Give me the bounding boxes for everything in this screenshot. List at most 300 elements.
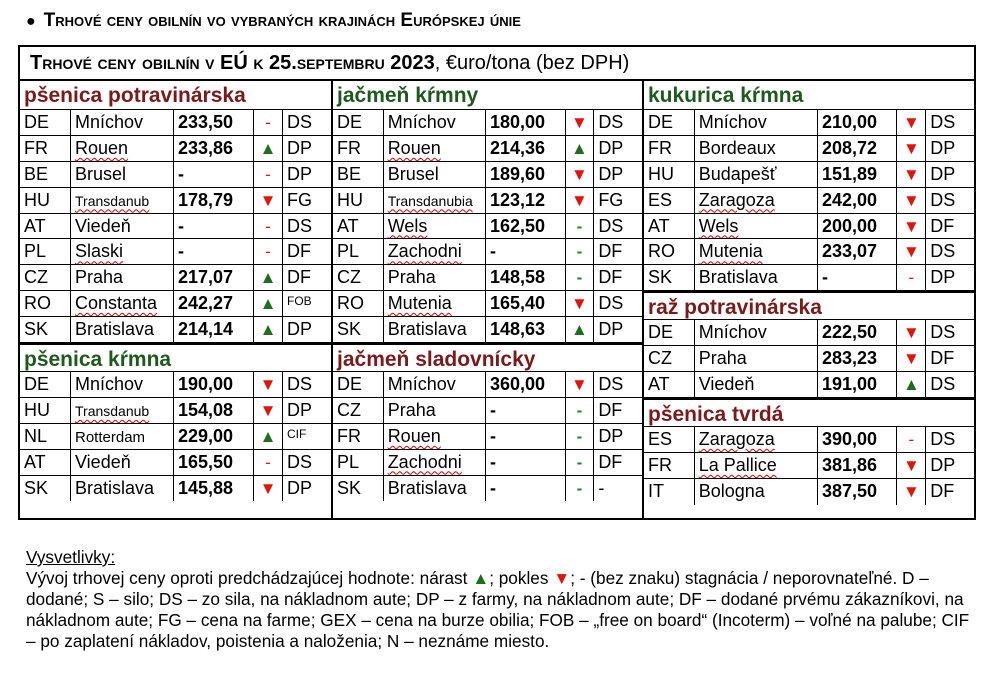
country-cell-text: FR <box>337 425 361 446</box>
price-cell <box>486 372 565 397</box>
basis-cell-text: DP <box>287 163 313 184</box>
basis-cell-text: DS <box>598 112 624 132</box>
price-cell <box>486 136 565 161</box>
country-cell <box>20 265 71 290</box>
legend-heading: Vysvetlivky: <box>26 547 116 567</box>
legend-part: ; pokles <box>489 568 554 588</box>
table-row <box>333 291 642 317</box>
table-row <box>20 372 331 398</box>
price-cell <box>486 398 565 423</box>
basis-cell-text: DS <box>930 112 956 132</box>
basis-cell <box>926 453 974 478</box>
basis-cell <box>283 239 331 264</box>
trend-cell <box>254 162 283 187</box>
table-row <box>333 450 642 476</box>
trend-cell <box>566 398 595 423</box>
legend-part: ; - (bez znaku) stagnácia / neporovnateľné. D – dodané; S – silo; DS – zo sila, na nákladnom aute; DP – z farmy, na nákladnom aute; DF – dodané prvému zákazníkovi, na nákladnom aute; FG – cena na farme; GEX – cena na burze obilia; FOB – „free on board“ (Incoterm) – voľné na palube; CIF – po zaplatení nákladov, poistenia a naloženia; N – neznáme miesto. <box>26 568 970 651</box>
price-cell-text: - <box>178 215 184 236</box>
city-cell <box>695 110 818 135</box>
city-cell-text: Bratislava <box>75 319 155 340</box>
trend-cell <box>897 372 926 397</box>
table-title-unit: , €uro/tona (bez DPH) <box>434 52 630 74</box>
basis-cell-text: DF <box>287 267 311 288</box>
basis-cell-text: FG <box>287 189 312 210</box>
price-cell <box>486 291 565 316</box>
country-cell-text: HU <box>648 163 674 184</box>
city-cell-text: Praha <box>387 267 436 288</box>
triangle-up-icon: ▲ <box>570 320 588 340</box>
trend-none: - <box>265 164 271 184</box>
basis-cell <box>926 346 974 371</box>
price-cell-text: 242,00 <box>821 189 877 210</box>
basis-cell <box>594 291 642 316</box>
city-cell <box>71 291 174 316</box>
city-cell-text: Zaragoza <box>698 428 775 449</box>
basis-cell <box>283 214 331 239</box>
price-cell-text: - <box>490 399 497 420</box>
country-cell <box>644 320 695 345</box>
basis-cell <box>594 476 642 502</box>
country-cell-text: CZ <box>24 267 48 288</box>
basis-cell-text: DP <box>287 399 313 420</box>
city-cell-text: Zachodni <box>387 451 462 472</box>
city-cell <box>695 136 818 161</box>
price-cell-text: 148,63 <box>490 319 546 340</box>
country-cell <box>644 239 695 264</box>
table-row <box>333 162 642 188</box>
price-cell-text: 387,50 <box>821 480 877 501</box>
basis-cell <box>283 450 331 475</box>
section-heading: pšenica tvrdá <box>644 398 974 427</box>
price-cell <box>174 424 254 449</box>
basis-cell <box>283 291 331 316</box>
trend-cell <box>566 265 595 290</box>
city-cell-text: Wels <box>387 215 428 236</box>
table-row <box>20 188 331 214</box>
trend-none: - <box>265 113 271 132</box>
table-row <box>333 265 642 291</box>
country-cell <box>333 476 384 502</box>
basis-cell <box>283 424 331 449</box>
basis-cell <box>594 424 642 449</box>
triangle-up-icon: ▲ <box>259 294 277 314</box>
city-cell <box>695 427 818 452</box>
section-rows <box>644 427 974 505</box>
price-cell <box>818 427 898 452</box>
price-cell-text: 165,50 <box>178 451 234 472</box>
country-cell <box>20 317 71 342</box>
price-cell <box>486 214 565 239</box>
country-cell-text: SK <box>648 267 673 288</box>
basis-cell-text: DS <box>598 293 624 314</box>
basis-cell-text: DF <box>598 451 623 472</box>
city-cell-text: Praha <box>387 399 436 420</box>
price-cell-text: 208,72 <box>821 137 877 158</box>
basis-cell-text: DF <box>598 241 623 262</box>
price-cell <box>174 162 254 187</box>
basis-cell-text: DS <box>598 374 624 395</box>
country-cell-text: PL <box>337 241 360 262</box>
city-cell-text: Viedeň <box>75 215 131 236</box>
triangle-up-icon: ▲ <box>259 138 277 158</box>
price-cell <box>174 239 254 264</box>
country-cell-text: AT <box>648 215 670 236</box>
trend-cell <box>254 476 283 502</box>
country-cell-text: SK <box>24 319 49 340</box>
city-cell <box>71 398 174 423</box>
basis-cell-text: DP <box>598 425 624 446</box>
basis-cell <box>926 265 974 290</box>
price-cell <box>486 424 565 449</box>
price-cell-text: 189,60 <box>490 163 546 184</box>
basis-cell <box>926 162 974 187</box>
city-cell <box>71 136 174 161</box>
basis-cell-text: DP <box>598 137 624 158</box>
price-cell <box>174 214 254 239</box>
table-row <box>644 479 974 505</box>
country-cell-text: RO <box>337 293 364 314</box>
table-row <box>20 317 331 343</box>
city-cell <box>71 450 174 475</box>
price-cell-text: 200,00 <box>821 215 877 236</box>
triangle-down-icon: ▼ <box>902 242 920 262</box>
basis-cell-text: DP <box>287 137 313 158</box>
table-row <box>20 265 331 291</box>
legend-part: Vývoj trhovej ceny oproti predchádzajúcej hodnote: nárast <box>26 568 473 588</box>
basis-cell-text: DS <box>287 215 313 236</box>
triangle-up-icon: ▲ <box>259 426 277 446</box>
country-cell-text: FR <box>337 137 361 158</box>
price-cell-text: 217,07 <box>178 267 234 288</box>
trend-none: - <box>576 426 583 446</box>
city-cell <box>71 110 174 135</box>
city-cell-text: Rouen <box>387 425 441 446</box>
trend-cell <box>566 450 595 475</box>
triangle-down-icon: ▼ <box>902 349 920 369</box>
trend-cell <box>566 214 595 239</box>
basis-cell <box>926 479 974 505</box>
country-cell <box>20 372 71 397</box>
section-rows <box>644 320 974 398</box>
country-cell <box>333 265 384 290</box>
price-cell-text: 162,50 <box>490 215 546 236</box>
city-cell <box>695 479 818 505</box>
table-row <box>644 346 974 372</box>
city-cell <box>384 424 486 449</box>
basis-cell-text: DF <box>598 267 623 288</box>
city-cell <box>384 476 486 502</box>
country-cell <box>20 188 71 213</box>
country-cell <box>20 476 71 502</box>
column-2 <box>331 81 642 518</box>
trend-cell <box>254 110 283 135</box>
city-cell <box>71 372 174 397</box>
table-row <box>333 424 642 450</box>
price-cell-text: 222,50 <box>821 322 877 343</box>
country-cell <box>20 214 71 239</box>
price-cell <box>818 265 898 290</box>
city-cell <box>384 136 486 161</box>
trend-cell <box>566 476 595 502</box>
column-1 <box>20 81 331 518</box>
country-cell-text: SK <box>337 477 362 498</box>
country-cell-text: AT <box>337 215 359 236</box>
triangle-down-icon: ▼ <box>259 375 277 395</box>
table-row <box>644 427 974 453</box>
city-cell <box>71 239 174 264</box>
country-cell-text: DE <box>648 322 674 343</box>
price-cell <box>818 239 898 264</box>
price-cell <box>174 291 254 316</box>
table-row <box>20 476 331 502</box>
trend-none: - <box>908 429 915 449</box>
country-cell-text: NL <box>24 425 48 446</box>
basis-cell <box>283 188 331 213</box>
city-cell-text: Praha <box>75 267 124 288</box>
table-row <box>20 239 331 265</box>
basis-cell <box>594 214 642 239</box>
city-cell-text: Bordeaux <box>698 137 776 158</box>
city-cell <box>71 317 174 342</box>
city-cell-text: Bratislava <box>387 477 467 498</box>
city-cell-text: Praha <box>698 348 747 369</box>
trend-cell <box>897 136 926 161</box>
table-row <box>644 265 974 291</box>
country-cell-text: CZ <box>648 348 672 369</box>
trend-cell <box>254 239 283 264</box>
city-cell-text: Viedeň <box>75 451 131 472</box>
trend-cell <box>897 479 926 505</box>
basis-cell <box>926 239 974 264</box>
price-cell-text: - <box>490 451 497 472</box>
legend-text <box>26 568 971 652</box>
city-cell <box>384 450 486 475</box>
price-cell <box>818 136 898 161</box>
table-row <box>333 214 642 240</box>
basis-cell-text: DP <box>287 319 313 340</box>
basis-cell-text: DP <box>287 477 313 498</box>
table-row <box>20 214 331 240</box>
country-cell-text: BE <box>337 163 362 184</box>
trend-cell <box>254 424 283 449</box>
trend-cell <box>566 188 595 213</box>
table-row <box>333 188 642 214</box>
price-cell-text: 283,23 <box>821 348 877 369</box>
triangle-up-icon: ▲ <box>902 375 920 395</box>
price-cell-text: 390,00 <box>821 428 877 449</box>
country-cell-text: CZ <box>337 399 361 420</box>
country-cell <box>333 188 384 213</box>
trend-none: - <box>576 400 583 420</box>
city-cell <box>695 346 818 371</box>
trend-none: - <box>576 268 583 288</box>
table-row <box>333 317 642 343</box>
country-cell <box>644 188 695 213</box>
city-cell <box>695 265 818 290</box>
city-cell <box>384 214 486 239</box>
trend-none: - <box>265 242 271 262</box>
table-row <box>644 372 974 398</box>
triangle-down-icon: ▼ <box>259 400 277 420</box>
country-cell <box>333 398 384 423</box>
legend <box>26 547 971 652</box>
country-cell <box>644 110 695 135</box>
city-cell-text: Mutenia <box>387 293 452 314</box>
trend-cell <box>897 346 926 371</box>
city-cell <box>384 372 486 397</box>
basis-cell-text: DP <box>930 267 956 288</box>
trend-cell <box>254 372 283 397</box>
table-row <box>333 136 642 162</box>
country-cell-text: FR <box>648 137 672 158</box>
city-cell-text: Mníchov <box>387 112 456 132</box>
city-cell-text: Transdanub <box>75 192 150 209</box>
price-cell-text: 154,08 <box>178 399 234 420</box>
city-cell-text: Mníchov <box>75 112 144 132</box>
basis-cell <box>594 239 642 264</box>
basis-cell <box>283 476 331 502</box>
table-row <box>333 476 642 502</box>
section-rows <box>644 110 974 291</box>
country-cell-text: DE <box>337 374 363 395</box>
price-cell <box>818 372 898 397</box>
price-cell-text: 233,50 <box>178 112 234 132</box>
city-cell <box>384 162 486 187</box>
country-cell-text: HU <box>337 189 363 210</box>
basis-cell-text: DS <box>930 428 956 449</box>
price-cell-text: 190,00 <box>178 374 234 395</box>
table-row <box>333 398 642 424</box>
trend-cell <box>897 239 926 264</box>
trend-cell <box>254 188 283 213</box>
price-cell-text: 210,00 <box>821 112 877 132</box>
price-cell-text: 214,14 <box>178 319 234 340</box>
country-cell <box>644 214 695 239</box>
price-cell <box>486 162 565 187</box>
triangle-down-icon: ▼ <box>902 113 920 132</box>
city-cell-text: Wels <box>698 215 739 236</box>
basis-cell <box>594 162 642 187</box>
price-cell-text: 214,36 <box>490 137 546 158</box>
basis-cell-text: FG <box>598 189 624 210</box>
table-row <box>644 453 974 479</box>
country-cell <box>333 317 384 342</box>
price-cell-text: - <box>821 267 828 288</box>
triangle-up-icon: ▲ <box>259 268 277 288</box>
trend-none: - <box>576 216 583 236</box>
triangle-down-icon: ▼ <box>902 216 920 236</box>
basis-cell <box>283 136 331 161</box>
triangle-down-icon: ▼ <box>553 568 571 588</box>
country-cell-text: HU <box>24 189 50 210</box>
table-row <box>333 110 642 136</box>
country-cell <box>333 110 384 135</box>
basis-cell-text: DS <box>598 215 624 236</box>
price-cell <box>174 398 254 423</box>
country-cell <box>644 427 695 452</box>
price-cell <box>174 110 254 135</box>
trend-cell <box>897 427 926 452</box>
basis-cell-text: DP <box>930 163 956 184</box>
price-cell <box>174 136 254 161</box>
basis-cell-text: DS <box>930 189 956 210</box>
city-cell <box>71 214 174 239</box>
table-row <box>644 214 974 240</box>
section-heading: pšenica kŕmna <box>20 343 331 372</box>
city-cell-text: Viedeň <box>698 374 755 395</box>
basis-cell <box>926 110 974 135</box>
city-cell <box>71 424 174 449</box>
price-table <box>18 45 976 520</box>
city-cell <box>384 317 486 342</box>
price-cell-text: - <box>178 163 184 184</box>
basis-cell-text: DS <box>287 112 313 132</box>
price-cell <box>174 317 254 342</box>
price-cell <box>174 476 254 502</box>
basis-cell <box>594 265 642 290</box>
basis-cell-text: DS <box>930 322 956 343</box>
basis-cell <box>926 427 974 452</box>
country-cell <box>333 136 384 161</box>
table-row <box>20 398 331 424</box>
country-cell-text: ES <box>648 189 673 210</box>
city-cell <box>71 188 174 213</box>
section-rows <box>20 110 331 343</box>
trend-none: - <box>576 478 583 498</box>
trend-cell <box>897 162 926 187</box>
trend-cell <box>566 136 595 161</box>
country-cell <box>20 239 71 264</box>
country-cell <box>333 372 384 397</box>
trend-none: - <box>265 216 271 236</box>
country-cell-text: DE <box>24 374 50 395</box>
city-cell-text: Brusel <box>387 163 439 184</box>
price-cell <box>818 479 898 505</box>
basis-cell-text: CIF <box>287 426 307 441</box>
trend-cell <box>566 239 595 264</box>
trend-none: - <box>576 242 583 262</box>
table-row <box>644 136 974 162</box>
city-cell-text: Bratislava <box>387 319 467 340</box>
basis-cell <box>594 136 642 161</box>
city-cell-text: Brusel <box>75 163 127 184</box>
price-cell-text: 165,40 <box>490 293 546 314</box>
section-rows <box>333 372 642 501</box>
price-cell-text: - <box>178 241 184 262</box>
basis-cell-text: DF <box>930 215 955 236</box>
city-cell-text: Zaragoza <box>698 189 775 210</box>
triangle-down-icon: ▼ <box>902 164 920 184</box>
country-cell-text: SK <box>24 477 49 498</box>
price-cell-text: - <box>490 241 497 262</box>
country-cell-text: AT <box>24 451 46 472</box>
triangle-down-icon: ▼ <box>902 190 920 210</box>
country-cell <box>644 372 695 397</box>
triangle-down-icon: ▼ <box>259 478 277 498</box>
section-rows <box>333 110 642 343</box>
price-cell <box>818 320 898 345</box>
price-cell <box>818 188 898 213</box>
price-cell <box>174 188 254 213</box>
price-cell-text: 151,89 <box>821 163 877 184</box>
basis-cell <box>594 317 642 342</box>
basis-cell-text: DS <box>930 241 956 262</box>
country-cell-text: AT <box>648 374 670 395</box>
trend-cell <box>254 291 283 316</box>
city-cell <box>695 162 818 187</box>
country-cell-text: RO <box>648 241 675 262</box>
trend-cell <box>566 424 595 449</box>
